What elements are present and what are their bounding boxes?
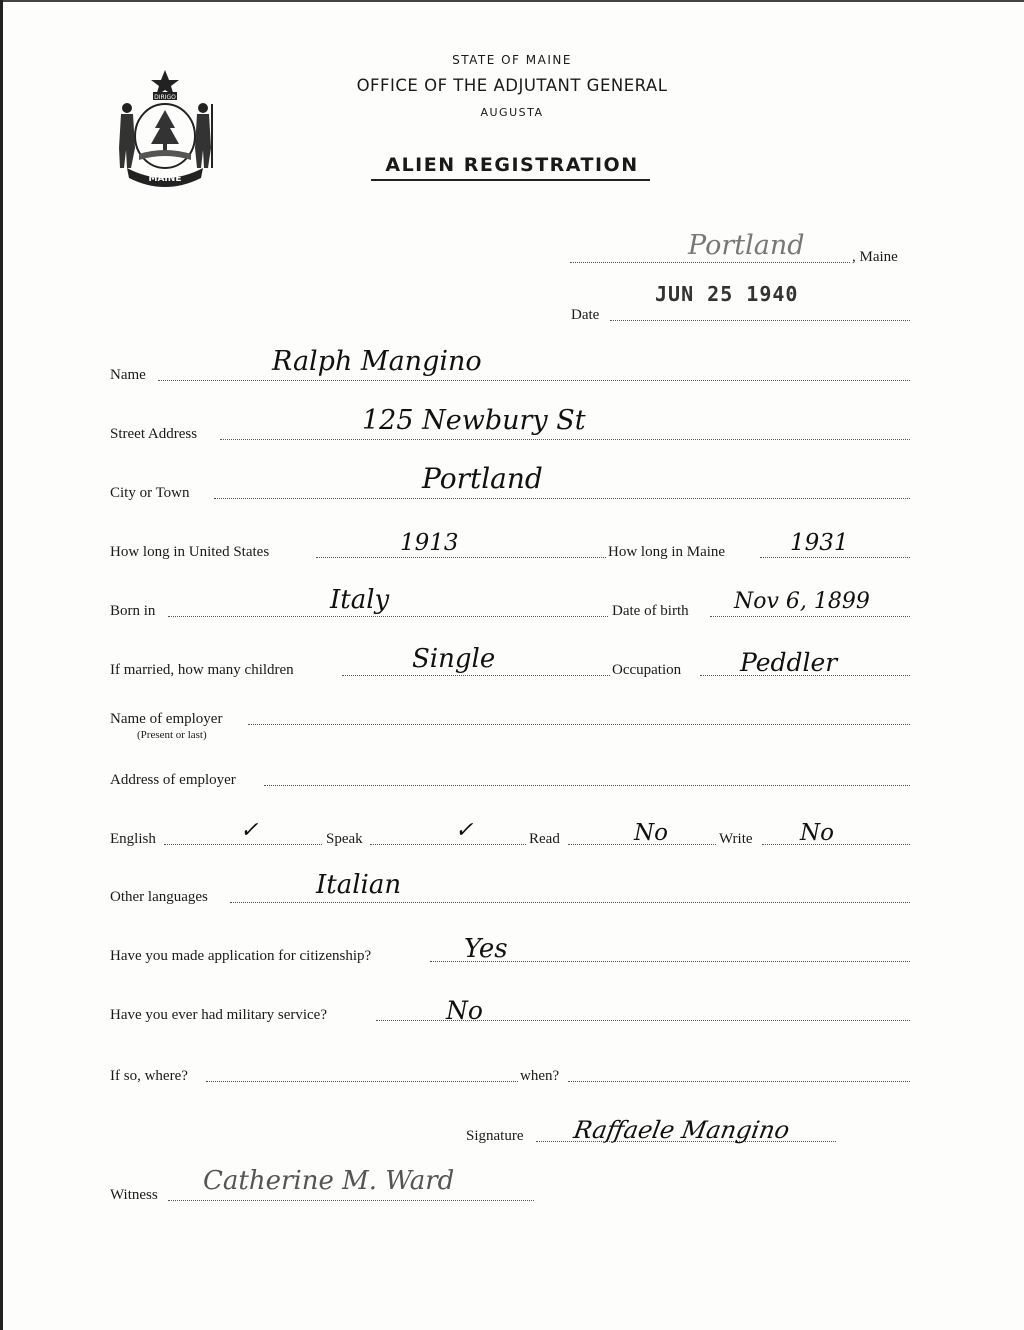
left-edge (0, 0, 3, 1330)
read-value: No (634, 820, 668, 846)
citizenship-value: Yes (464, 934, 508, 964)
street-label: Street Address (110, 426, 198, 442)
place-suffix: , Maine (852, 249, 898, 265)
occupation-value: Peddler (740, 648, 838, 677)
title-underline (371, 179, 650, 181)
street-line (220, 439, 910, 440)
witness-line (168, 1200, 534, 1201)
born-label: Born in (110, 603, 156, 619)
children-label: If married, how many children (110, 662, 294, 678)
children-value: Single (412, 644, 496, 674)
maine-value: 1931 (790, 530, 849, 556)
seal-banner: MAINE (148, 174, 182, 184)
city-heading: AUGUSTA (480, 106, 544, 119)
city-label: City or Town (110, 485, 190, 501)
other-languages-label: Other languages (110, 889, 208, 905)
dob-line (710, 616, 910, 617)
military-value: No (446, 996, 483, 1025)
speak-value: ✓ (455, 818, 474, 843)
employer-sublabel: (Present or last) (137, 729, 207, 741)
occupation-label: Occupation (612, 662, 682, 678)
born-value: Italy (330, 585, 390, 615)
witness-value: Catherine M. Ward (203, 1166, 455, 1196)
us-line (316, 557, 606, 558)
english-value: ✓ (240, 818, 259, 843)
where-label: If so, where? (110, 1068, 188, 1084)
city-value: Portland (422, 462, 543, 495)
dob-value: Nov 6, 1899 (734, 589, 870, 614)
office-heading: OFFICE OF THE ADJUTANT GENERAL (356, 76, 668, 95)
other-languages-line (230, 902, 910, 903)
date-line (610, 320, 910, 321)
signature-label: Signature (466, 1128, 524, 1144)
other-languages-value: Italian (316, 870, 402, 900)
speak-line (370, 844, 526, 845)
name-line (158, 380, 910, 381)
place-value: Portland (688, 230, 805, 261)
us-value: 1913 (400, 530, 459, 556)
employer-line (248, 724, 910, 725)
employer-address-line (264, 785, 910, 786)
us-label: How long in United States (110, 544, 270, 560)
maine-label: How long in Maine (608, 544, 726, 560)
english-label: English (110, 831, 156, 847)
citizenship-label: Have you made application for citizenship? (110, 948, 372, 964)
write-line (762, 844, 910, 845)
state-heading: STATE OF MAINE (452, 53, 572, 67)
place-line (570, 262, 850, 263)
top-edge (0, 0, 1024, 2)
speak-label: Speak (326, 831, 363, 847)
military-label: Have you ever had military service? (110, 1007, 327, 1023)
read-label: Read (529, 831, 560, 847)
form-title: ALIEN REGISTRATION (385, 154, 639, 176)
name-label: Name (110, 367, 146, 383)
city-line (214, 498, 910, 499)
english-line (164, 844, 322, 845)
write-label: Write (719, 831, 753, 847)
when-line (568, 1081, 910, 1082)
born-line (168, 616, 608, 617)
witness-label: Witness (110, 1187, 158, 1203)
signature-value: Raffaele Mangino (571, 1116, 792, 1144)
when-label: when? (520, 1068, 560, 1084)
name-value: Ralph Mangino (272, 346, 482, 377)
dob-label: Date of birth (612, 603, 689, 619)
street-value: 125 Newbury St (362, 405, 586, 436)
maine-line (760, 557, 910, 558)
date-label: Date (571, 307, 600, 323)
where-line (206, 1081, 518, 1082)
employer-address-label: Address of employer (110, 772, 236, 788)
children-line (342, 675, 610, 676)
write-value: No (800, 820, 834, 846)
date-stamp: JUN 25 1940 (655, 282, 799, 306)
employer-label: Name of employer (110, 711, 223, 727)
seal-motto: DIRIGO (154, 94, 176, 101)
